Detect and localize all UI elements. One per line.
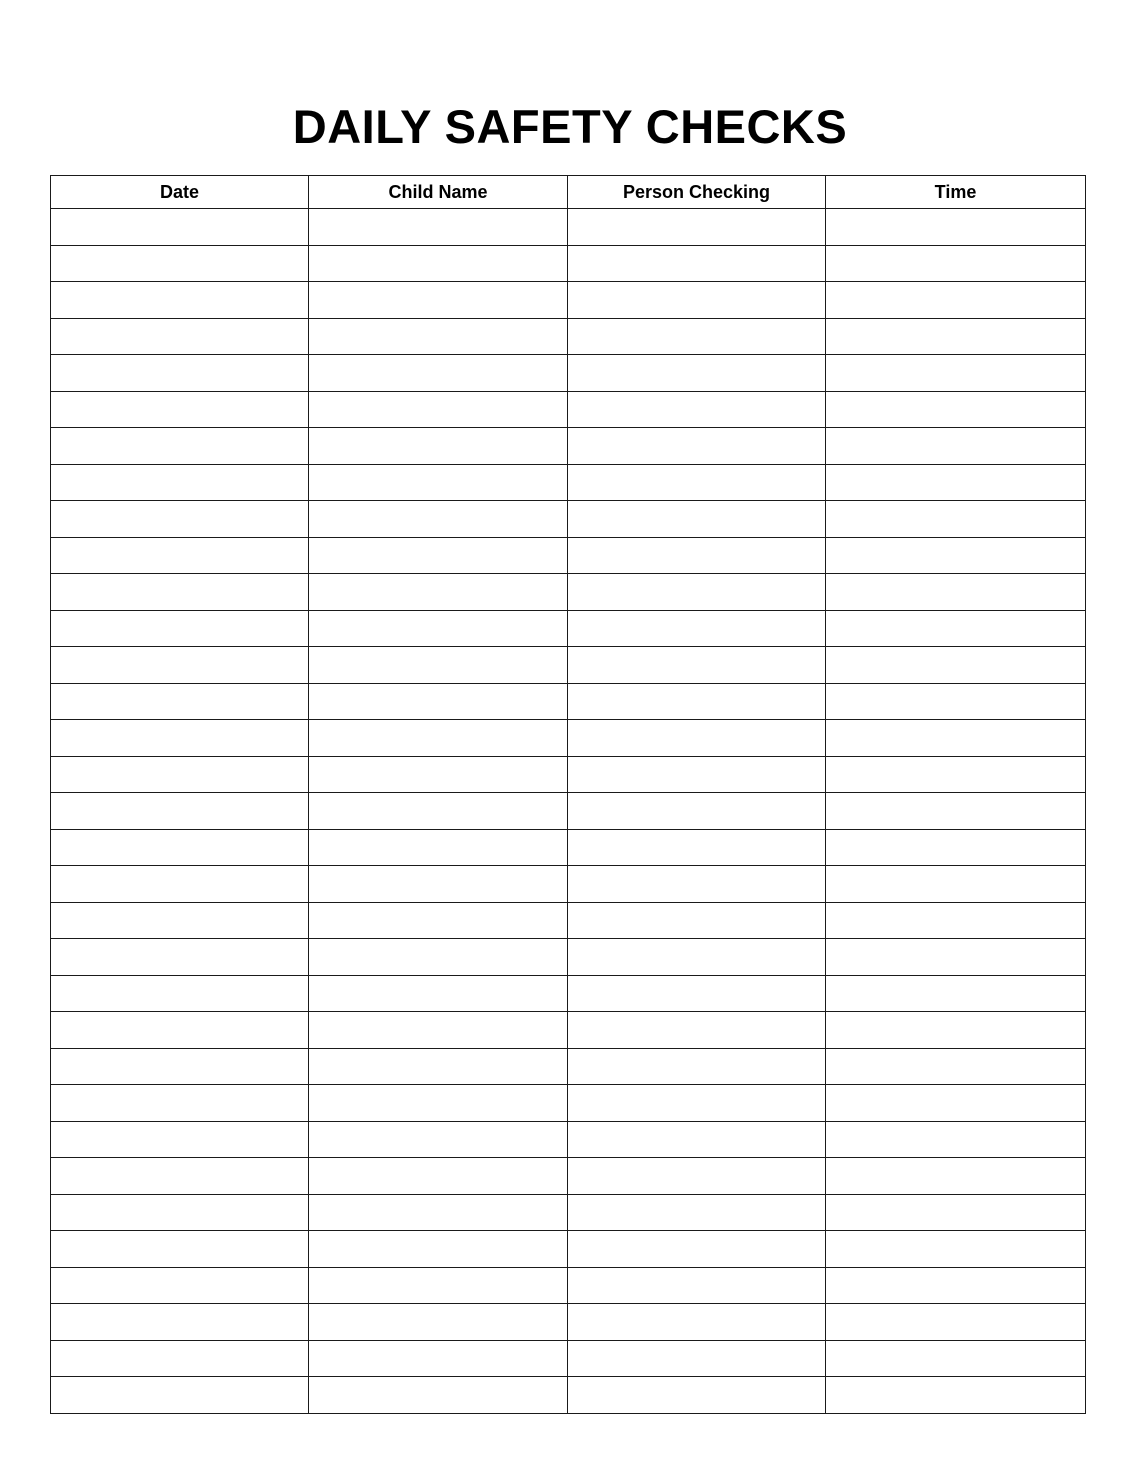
- table-row: [51, 829, 1086, 866]
- person-checking-cell: [568, 1121, 826, 1158]
- person-checking-cell: [568, 1340, 826, 1377]
- date-cell: [51, 1340, 309, 1377]
- column-header-child-name: Child Name: [309, 176, 568, 209]
- date-cell: [51, 829, 309, 866]
- child-name-cell: [309, 683, 568, 720]
- person-checking-cell: [568, 866, 826, 903]
- time-cell: [826, 866, 1086, 903]
- date-cell: [51, 282, 309, 319]
- time-cell: [826, 318, 1086, 355]
- column-header-person-checking: Person Checking: [568, 176, 826, 209]
- table-row: [51, 610, 1086, 647]
- date-cell: [51, 574, 309, 611]
- time-cell: [826, 756, 1086, 793]
- time-cell: [826, 647, 1086, 684]
- table-row: [51, 355, 1086, 392]
- table-row: [51, 720, 1086, 757]
- person-checking-cell: [568, 939, 826, 976]
- table-row: [51, 464, 1086, 501]
- time-cell: [826, 1377, 1086, 1414]
- column-header-time: Time: [826, 176, 1086, 209]
- child-name-cell: [309, 501, 568, 538]
- time-cell: [826, 355, 1086, 392]
- time-cell: [826, 282, 1086, 319]
- time-cell: [826, 1231, 1086, 1268]
- person-checking-cell: [568, 428, 826, 465]
- child-name-cell: [309, 939, 568, 976]
- table-row: [51, 902, 1086, 939]
- time-cell: [826, 501, 1086, 538]
- time-cell: [826, 209, 1086, 246]
- child-name-cell: [309, 1340, 568, 1377]
- table-row: [51, 245, 1086, 282]
- date-cell: [51, 902, 309, 939]
- person-checking-cell: [568, 683, 826, 720]
- child-name-cell: [309, 245, 568, 282]
- person-checking-cell: [568, 391, 826, 428]
- date-cell: [51, 1304, 309, 1341]
- child-name-cell: [309, 720, 568, 757]
- time-cell: [826, 720, 1086, 757]
- person-checking-cell: [568, 1012, 826, 1049]
- time-cell: [826, 939, 1086, 976]
- person-checking-cell: [568, 829, 826, 866]
- child-name-cell: [309, 209, 568, 246]
- table-row: [51, 574, 1086, 611]
- time-cell: [826, 1194, 1086, 1231]
- date-cell: [51, 318, 309, 355]
- time-cell: [826, 464, 1086, 501]
- time-cell: [826, 1085, 1086, 1122]
- date-cell: [51, 866, 309, 903]
- child-name-cell: [309, 1121, 568, 1158]
- time-cell: [826, 574, 1086, 611]
- date-cell: [51, 939, 309, 976]
- table-row: [51, 1012, 1086, 1049]
- page-title: DAILY SAFETY CHECKS: [292, 100, 848, 154]
- date-cell: [51, 245, 309, 282]
- table-row: [51, 501, 1086, 538]
- person-checking-cell: [568, 720, 826, 757]
- person-checking-cell: [568, 318, 826, 355]
- time-cell: [826, 1012, 1086, 1049]
- person-checking-cell: [568, 574, 826, 611]
- date-cell: [51, 1012, 309, 1049]
- table-row: [51, 647, 1086, 684]
- person-checking-cell: [568, 209, 826, 246]
- time-cell: [826, 1158, 1086, 1195]
- child-name-cell: [309, 391, 568, 428]
- table-row: [51, 282, 1086, 319]
- time-cell: [826, 245, 1086, 282]
- table-row: [51, 318, 1086, 355]
- person-checking-cell: [568, 1194, 826, 1231]
- child-name-cell: [309, 866, 568, 903]
- time-cell: [826, 829, 1086, 866]
- date-cell: [51, 537, 309, 574]
- table-row: [51, 1231, 1086, 1268]
- time-cell: [826, 537, 1086, 574]
- person-checking-cell: [568, 610, 826, 647]
- child-name-cell: [309, 1267, 568, 1304]
- table-row: [51, 975, 1086, 1012]
- child-name-cell: [309, 428, 568, 465]
- table-row: [51, 391, 1086, 428]
- child-name-cell: [309, 355, 568, 392]
- person-checking-cell: [568, 1048, 826, 1085]
- child-name-cell: [309, 1085, 568, 1122]
- person-checking-cell: [568, 902, 826, 939]
- date-cell: [51, 209, 309, 246]
- date-cell: [51, 1085, 309, 1122]
- person-checking-cell: [568, 537, 826, 574]
- table-row: [51, 1340, 1086, 1377]
- date-cell: [51, 647, 309, 684]
- date-cell: [51, 610, 309, 647]
- time-cell: [826, 428, 1086, 465]
- table-row: [51, 537, 1086, 574]
- child-name-cell: [309, 282, 568, 319]
- child-name-cell: [309, 1158, 568, 1195]
- date-cell: [51, 793, 309, 830]
- child-name-cell: [309, 610, 568, 647]
- column-header-date: Date: [51, 176, 309, 209]
- table-row: [51, 793, 1086, 830]
- person-checking-cell: [568, 975, 826, 1012]
- date-cell: [51, 1121, 309, 1158]
- table-row: [51, 1085, 1086, 1122]
- date-cell: [51, 1158, 309, 1195]
- time-cell: [826, 975, 1086, 1012]
- table-body: [51, 209, 1086, 1414]
- child-name-cell: [309, 793, 568, 830]
- table-row: [51, 866, 1086, 903]
- date-cell: [51, 1231, 309, 1268]
- child-name-cell: [309, 1304, 568, 1341]
- table-row: [51, 756, 1086, 793]
- person-checking-cell: [568, 501, 826, 538]
- person-checking-cell: [568, 464, 826, 501]
- child-name-cell: [309, 537, 568, 574]
- child-name-cell: [309, 1194, 568, 1231]
- table-row: [51, 428, 1086, 465]
- person-checking-cell: [568, 1304, 826, 1341]
- time-cell: [826, 1340, 1086, 1377]
- time-cell: [826, 610, 1086, 647]
- time-cell: [826, 1304, 1086, 1341]
- date-cell: [51, 1377, 309, 1414]
- time-cell: [826, 1267, 1086, 1304]
- person-checking-cell: [568, 793, 826, 830]
- date-cell: [51, 391, 309, 428]
- time-cell: [826, 793, 1086, 830]
- person-checking-cell: [568, 647, 826, 684]
- table-row: [51, 683, 1086, 720]
- table-row: [51, 1048, 1086, 1085]
- date-cell: [51, 683, 309, 720]
- person-checking-cell: [568, 1085, 826, 1122]
- child-name-cell: [309, 756, 568, 793]
- time-cell: [826, 391, 1086, 428]
- person-checking-cell: [568, 1231, 826, 1268]
- table-row: [51, 1194, 1086, 1231]
- date-cell: [51, 756, 309, 793]
- date-cell: [51, 1048, 309, 1085]
- person-checking-cell: [568, 1377, 826, 1414]
- time-cell: [826, 683, 1086, 720]
- person-checking-cell: [568, 355, 826, 392]
- table-header-row: [51, 176, 1086, 209]
- child-name-cell: [309, 975, 568, 1012]
- table-row: [51, 209, 1086, 246]
- child-name-cell: [309, 829, 568, 866]
- person-checking-cell: [568, 245, 826, 282]
- time-cell: [826, 1121, 1086, 1158]
- table-row: [51, 939, 1086, 976]
- person-checking-cell: [568, 282, 826, 319]
- date-cell: [51, 720, 309, 757]
- child-name-cell: [309, 318, 568, 355]
- child-name-cell: [309, 1231, 568, 1268]
- date-cell: [51, 1194, 309, 1231]
- safety-check-table: [50, 175, 1086, 1414]
- child-name-cell: [309, 902, 568, 939]
- date-cell: [51, 428, 309, 465]
- table-row: [51, 1121, 1086, 1158]
- date-cell: [51, 355, 309, 392]
- table-row: [51, 1377, 1086, 1414]
- table-row: [51, 1304, 1086, 1341]
- child-name-cell: [309, 574, 568, 611]
- person-checking-cell: [568, 1158, 826, 1195]
- date-cell: [51, 975, 309, 1012]
- child-name-cell: [309, 1377, 568, 1414]
- child-name-cell: [309, 1048, 568, 1085]
- child-name-cell: [309, 647, 568, 684]
- date-cell: [51, 1267, 309, 1304]
- child-name-cell: [309, 464, 568, 501]
- time-cell: [826, 1048, 1086, 1085]
- date-cell: [51, 501, 309, 538]
- table-row: [51, 1267, 1086, 1304]
- date-cell: [51, 464, 309, 501]
- table-row: [51, 1158, 1086, 1195]
- person-checking-cell: [568, 1267, 826, 1304]
- person-checking-cell: [568, 756, 826, 793]
- time-cell: [826, 902, 1086, 939]
- child-name-cell: [309, 1012, 568, 1049]
